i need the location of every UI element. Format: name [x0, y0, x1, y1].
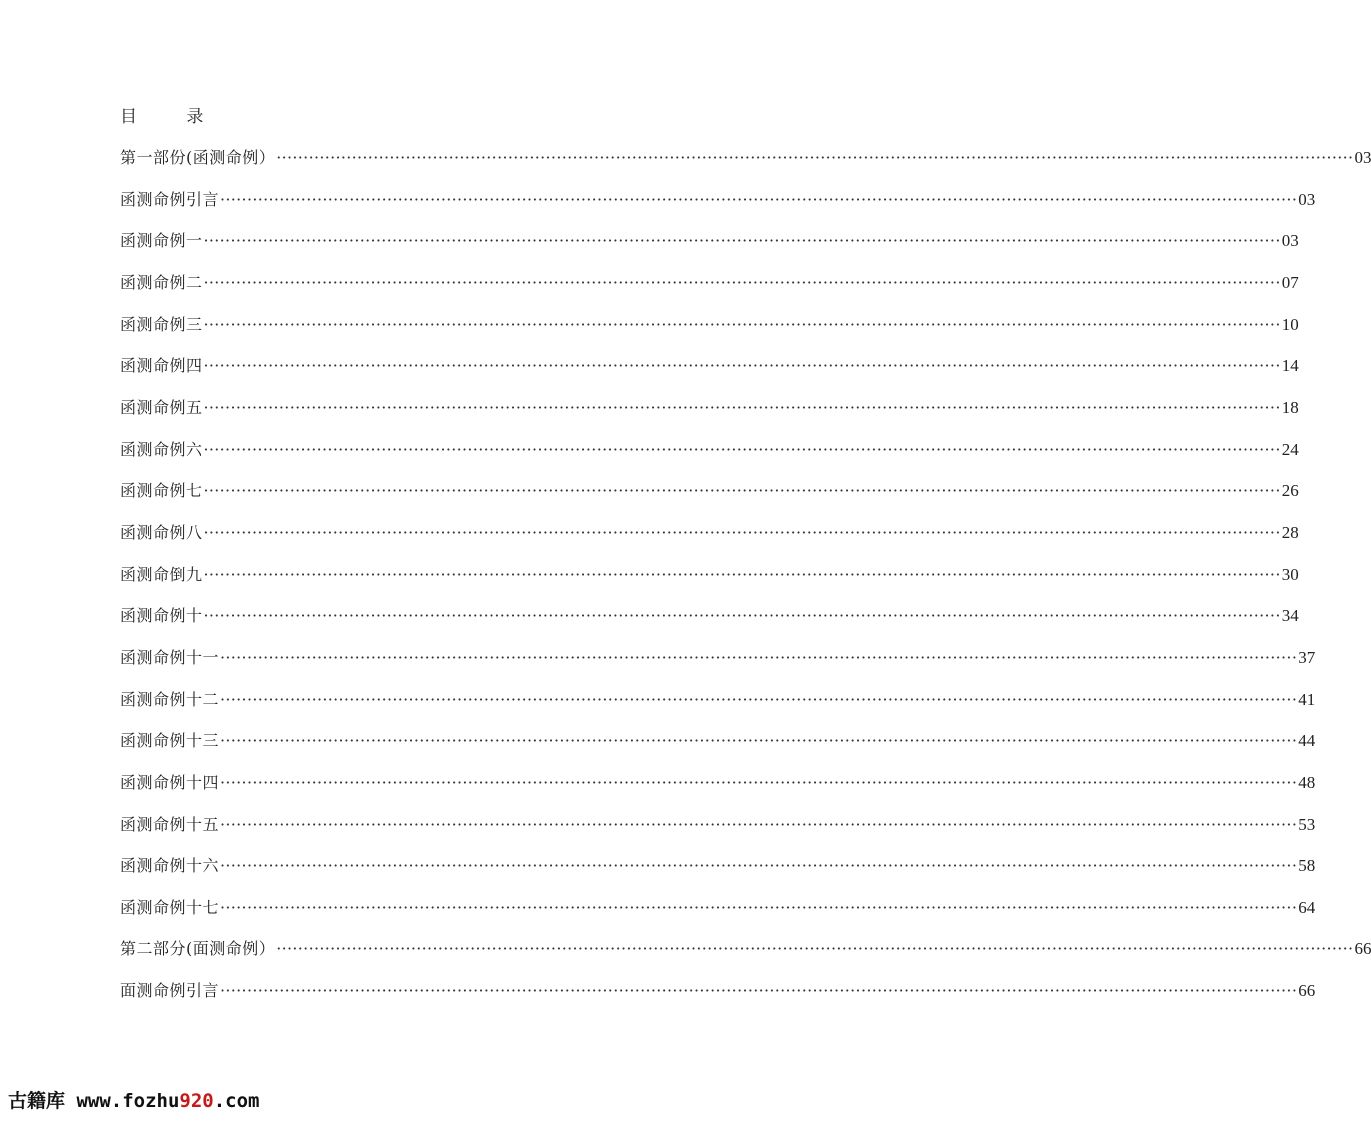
toc-leader-dots: ········································································································································································································: [220, 856, 1298, 876]
toc-leader-dots: ········································································································································································································: [203, 272, 1281, 292]
table-of-contents: [120, 145, 1371, 1020]
toc-entry[interactable]: [120, 728, 1316, 770]
toc-entry-page: 64: [1298, 897, 1316, 917]
toc-entry[interactable]: [120, 770, 1316, 812]
toc-entry[interactable]: [120, 853, 1316, 895]
toc-leader-dots: ········································································································································································································: [203, 522, 1281, 542]
toc-leader-dots: ········································································································································································································: [276, 939, 1354, 959]
toc-entry-title: 第一部份(函测命例）: [120, 148, 276, 167]
toc-entry[interactable]: [120, 895, 1316, 937]
watermark-url-prefix: www.fozhu: [65, 1090, 180, 1112]
toc-entry-title: 函测命例十七: [120, 897, 220, 917]
toc-leader-dots: ········································································································································································································: [220, 814, 1298, 834]
toc-entry-title: 函测命例引言: [120, 189, 220, 209]
toc-leader-dots: ········································································································································································································: [220, 772, 1298, 792]
toc-leader-dots: ········································································································································································································: [220, 189, 1298, 209]
toc-entry-title: 函测命例十一: [120, 647, 220, 667]
toc-entry[interactable]: [120, 645, 1316, 687]
toc-entry-title: 函测命例五: [120, 397, 203, 417]
watermark-url-suffix: .com: [213, 1090, 260, 1112]
toc-entry-title: 面测命例引言: [120, 981, 220, 1001]
toc-entry-page: 26: [1281, 481, 1299, 501]
toc-entry-page: 10: [1281, 314, 1299, 334]
toc-entry-page: 66: [1354, 939, 1371, 959]
toc-entry-page: 37: [1298, 647, 1316, 667]
toc-leader-dots: ········································································································································································································: [220, 897, 1298, 917]
toc-entry-title: 函测命例十: [120, 606, 203, 626]
toc-leader-dots: ········································································································································································································: [203, 397, 1281, 417]
toc-entry-title: 函测命例二: [120, 272, 203, 292]
toc-leader-dots: ········································································································································································································: [203, 314, 1281, 334]
toc-entry[interactable]: [120, 978, 1316, 1020]
toc-entry[interactable]: [120, 145, 1371, 187]
toc-leader-dots: ········································································································································································································: [220, 689, 1298, 709]
toc-entry[interactable]: [120, 520, 1299, 562]
site-watermark: [8, 1088, 260, 1114]
toc-entry[interactable]: [120, 270, 1299, 312]
toc-entry-page: 03: [1354, 148, 1371, 167]
toc-entry-page: 03: [1281, 231, 1299, 251]
toc-entry-page: 53: [1298, 814, 1316, 834]
toc-entry-title: 函测命例十四: [120, 772, 220, 792]
toc-entry-page: 44: [1298, 731, 1316, 751]
toc-entry[interactable]: [120, 936, 1371, 978]
toc-leader-dots: ········································································································································································································: [220, 647, 1298, 667]
toc-leader-dots: ········································································································································································································: [203, 481, 1281, 501]
toc-entry[interactable]: [120, 687, 1316, 729]
toc-entry-page: 28: [1281, 522, 1299, 542]
toc-leader-dots: ········································································································································································································: [203, 356, 1281, 376]
toc-entry-page: 14: [1281, 356, 1299, 376]
toc-leader-dots: ········································································································································································································: [276, 148, 1354, 167]
toc-entry-title: 函测命例十六: [120, 856, 220, 876]
toc-entry-title: 函测命例三: [120, 314, 203, 334]
toc-leader-dots: ········································································································································································································: [220, 981, 1298, 1001]
toc-entry[interactable]: [120, 353, 1299, 395]
toc-entry-page: 58: [1298, 856, 1316, 876]
toc-entry[interactable]: [120, 228, 1299, 270]
toc-entry[interactable]: [120, 187, 1316, 229]
toc-entry-page: 07: [1281, 272, 1299, 292]
toc-entry-title: 函测命倒九: [120, 564, 203, 584]
toc-entry-page: 66: [1298, 981, 1316, 1001]
toc-entry-title: 函测命例一: [120, 231, 203, 251]
toc-entry[interactable]: [120, 395, 1299, 437]
toc-entry[interactable]: [120, 603, 1299, 645]
toc-entry-title: 函测命例八: [120, 522, 203, 542]
toc-entry-title: 函测命例六: [120, 439, 203, 459]
toc-entry-page: 30: [1281, 564, 1299, 584]
toc-entry-title: 函测命例十三: [120, 731, 220, 751]
toc-entry-page: 48: [1298, 772, 1316, 792]
toc-entry-title: 函测命例七: [120, 481, 203, 501]
toc-leader-dots: ········································································································································································································: [203, 439, 1281, 459]
toc-entry-title: 第二部分(面测命例）: [120, 939, 276, 959]
toc-entry-page: 24: [1281, 439, 1299, 459]
watermark-url-accent: 920: [179, 1090, 214, 1112]
toc-leader-dots: ········································································································································································································: [203, 231, 1281, 251]
toc-leader-dots: ········································································································································································································: [203, 564, 1281, 584]
toc-entry[interactable]: [120, 312, 1299, 354]
toc-entry-title: 函测命例十二: [120, 689, 220, 709]
toc-entry-page: 41: [1298, 689, 1316, 709]
toc-entry[interactable]: [120, 812, 1316, 854]
toc-entry[interactable]: [120, 562, 1299, 604]
toc-heading: 目 录: [120, 107, 226, 127]
toc-leader-dots: ········································································································································································································: [220, 731, 1298, 751]
toc-entry[interactable]: [120, 478, 1299, 520]
toc-entry-page: 18: [1281, 397, 1299, 417]
toc-leader-dots: ········································································································································································································: [203, 606, 1281, 626]
toc-entry-title: 函测命例十五: [120, 814, 220, 834]
watermark-name: 古籍库: [8, 1090, 66, 1112]
toc-entry[interactable]: [120, 437, 1299, 479]
toc-entry-page: 03: [1298, 189, 1316, 209]
toc-entry-page: 34: [1281, 606, 1299, 626]
toc-entry-title: 函测命例四: [120, 356, 203, 376]
